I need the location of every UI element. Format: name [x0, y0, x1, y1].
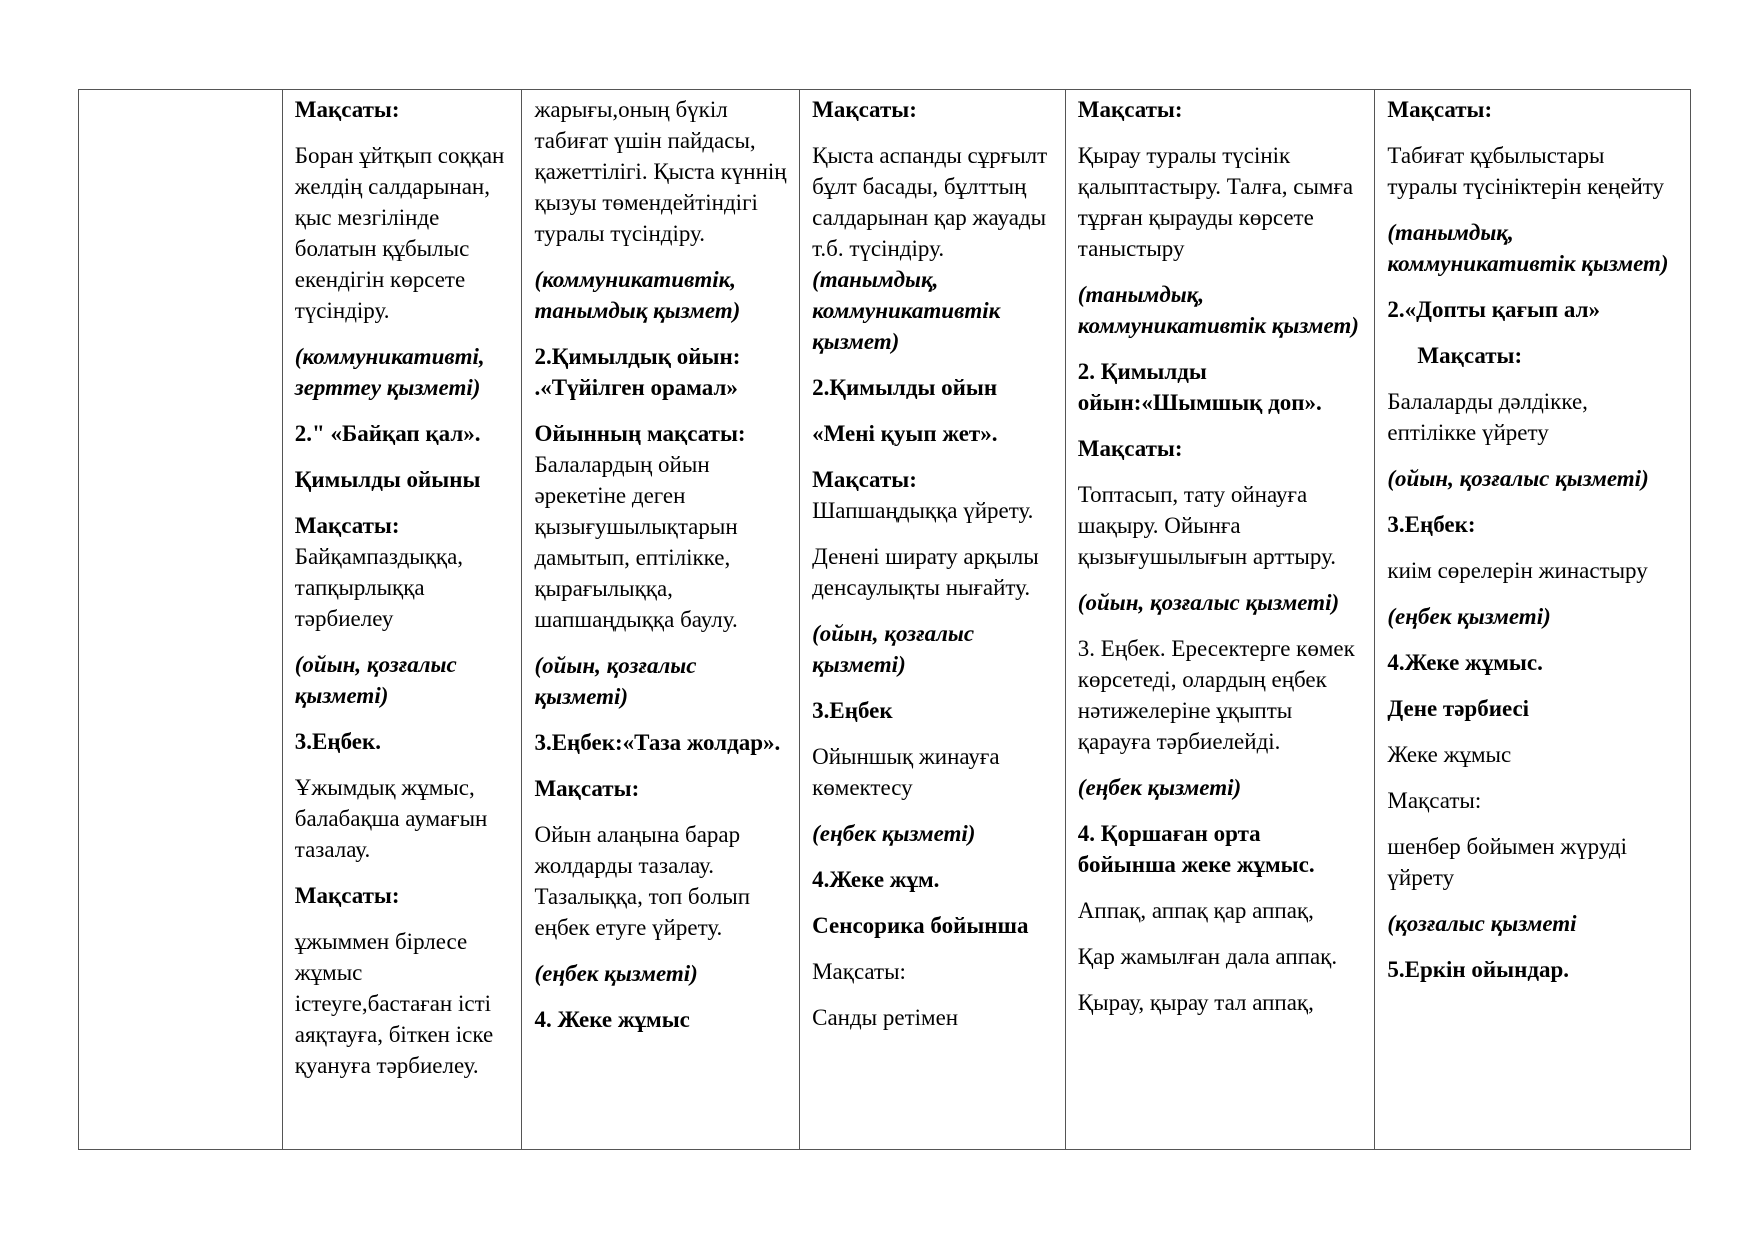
cell-paragraph: Мақсаты: — [1387, 788, 1482, 813]
cell-paragraph: 3.Еңбек: — [1387, 512, 1476, 537]
cell-paragraph: Мақсаты: — [294, 883, 400, 908]
cell-paragraph: Мақсаты: — [1417, 343, 1523, 368]
cell-paragraph: (танымдық, коммуникативтік қызмет) — [1387, 220, 1669, 276]
cell-paragraph: Денені ширату арқылы денсаулықты нығайту. — [812, 544, 1039, 600]
cell-paragraph: Ойыншық жинауға көмектесу — [812, 744, 1000, 800]
table-column-4 — [800, 90, 1066, 1149]
cell-paragraph: Табиғат құбылыстары туралы түсініктерін кеңейту — [1387, 143, 1665, 199]
cell-paragraph: Мақсаты: — [294, 97, 400, 122]
cell-paragraph: шенбер бойымен жүруді үйрету — [1387, 834, 1627, 890]
cell-paragraph: 2." «Байқап қал». — [294, 421, 481, 446]
cell-paragraph: Шапшаңдыққа үйрету. — [812, 498, 1034, 523]
cell-paragraph: Ойын алаңына барар жолдарды тазалау. Тазалыққа, топ болып еңбек етуге үйрету. — [534, 822, 751, 940]
cell-paragraph: Балалардың ойын әрекетіне деген қызығушылықтарын дамытып, ептілікке, қырағылыққа, шапшаңдыққа баулу. — [534, 452, 738, 632]
cell-paragraph: Боран ұйтқып соққан желдің салдарынан, қыс мезгілінде болатын құбылыс екендігін көрсете түсіндіру. — [294, 143, 505, 323]
cell-paragraph: Мақсаты: — [812, 467, 917, 492]
cell-paragraph: 2.Қимылдық ойын: .«Түйілген орамал» — [534, 344, 741, 400]
cell-paragraph: Санды ретімен — [812, 1005, 959, 1030]
table-column-2 — [283, 90, 523, 1149]
cell-paragraph: 4. Қоршаған орта бойынша жеке жұмыс. — [1077, 821, 1315, 877]
cell-paragraph: Қырау туралы түсінік қалыптастыру. Талға, сымға тұрған қырауды көрсете таныстыру — [1077, 143, 1354, 261]
cell-paragraph: Мақсаты: — [534, 776, 640, 801]
cell-paragraph: (ойын, қозғалыс қызметі) — [1077, 590, 1340, 615]
cell-paragraph: 2. Қимылды ойын:«Шымшық доп». — [1077, 359, 1322, 415]
cell-paragraph: Қар жамылған дала аппақ. — [1077, 944, 1338, 969]
cell-paragraph: (ойын, қозғалыс қызметі) — [534, 653, 697, 709]
cell-paragraph: (коммуникативті, зерттеу қызметі) — [294, 344, 485, 400]
cell-paragraph: 3.Еңбек — [812, 698, 893, 723]
table-column-3 — [522, 90, 800, 1149]
cell-paragraph: 2.«Допты қағып ал» — [1387, 297, 1600, 322]
cell-paragraph: Байқампаздыққа, тапқырлыққа тәрбиелеу — [294, 544, 464, 631]
cell-paragraph: (ойын, қозғалыс қызметі) — [1387, 466, 1649, 491]
cell-paragraph: (еңбек қызметі) — [534, 961, 698, 986]
cell-paragraph: Мақсаты: — [1077, 97, 1183, 122]
cell-paragraph: Топтасып, тату ойнауға шақыру. Ойынға қызығушылығын арттыру. — [1077, 482, 1337, 569]
cell-paragraph: (танымдық, коммуникативтік қызмет) — [1077, 282, 1359, 338]
cell-paragraph: Мақсаты: — [812, 959, 906, 984]
cell-paragraph: 5.Еркін ойындар. — [1387, 957, 1570, 982]
cell-paragraph: Қимылды ойыны — [294, 467, 481, 492]
cell-paragraph: (танымдық, коммуникативтік қызмет) — [812, 267, 1001, 354]
cell-paragraph: ұжыммен бірлесе жұмыс істеуге,бастаған істі аяқтауға, біткен іске қуануға тәрбиелеу. — [294, 929, 494, 1078]
table-column-empty — [79, 90, 283, 1149]
cell-paragraph: 2.Қимылды ойын — [812, 375, 998, 400]
cell-paragraph: киім сөрелерін жинастыру — [1387, 558, 1648, 583]
cell-paragraph: (еңбек қызметі) — [1387, 604, 1551, 629]
cell-paragraph: жарығы,оның бүкіл табиғат үшін пайдасы, қажеттілігі. Қыста күннің қызуы төмендейтіндігі туралы түсіндіру. — [534, 97, 787, 246]
cell-paragraph: 4.Жеке жұмыс. — [1387, 650, 1543, 675]
cell-paragraph: Мақсаты: — [1077, 436, 1183, 461]
table-column-5 — [1066, 90, 1376, 1149]
cell-paragraph: Жеке жұмыс — [1387, 742, 1512, 767]
plan-table — [78, 89, 1691, 1150]
cell-paragraph: Мақсаты: — [812, 97, 917, 122]
cell-paragraph: (ойын, қозғалыс қызметі) — [294, 652, 457, 708]
cell-paragraph: Сенсорика бойынша — [812, 913, 1029, 938]
cell-paragraph: (қозғалыс қызметі — [1387, 911, 1577, 936]
cell-paragraph: 3. Еңбек. Ересектерге көмек көрсетеді, олардың еңбек нәтижелеріне ұқыпты қарауға тәрбиелейді. — [1077, 636, 1355, 754]
cell-paragraph: 3.Еңбек:«Таза жолдар». — [534, 730, 781, 755]
cell-paragraph: Ойынның мақсаты: — [534, 421, 746, 446]
cell-paragraph: Мақсаты: — [1387, 97, 1493, 122]
cell-paragraph: Балаларды дәлдікке, ептілікке үйрету — [1387, 389, 1588, 445]
cell-paragraph: (коммуникативтік, танымдық қызмет) — [534, 267, 741, 323]
cell-paragraph: Қырау, қырау тал аппақ, — [1077, 990, 1314, 1015]
table-column-6 — [1375, 90, 1690, 1149]
cell-paragraph: 3.Еңбек. — [294, 729, 381, 754]
cell-paragraph: Ұжымдық жұмыс, балабақша аумағын тазалау. — [294, 775, 488, 862]
cell-paragraph: 4. Жеке жұмыс — [534, 1007, 690, 1032]
cell-paragraph: Аппақ, аппақ қар аппақ, — [1077, 898, 1314, 923]
cell-paragraph: Қыста аспанды сұрғылт бұлт басады, бұлттың салдарынан қар жауады т.б. түсіндіру. — [812, 143, 1048, 261]
cell-paragraph: (ойын, қозғалыс қызметі) — [812, 621, 975, 677]
cell-paragraph: (еңбек қызметі) — [812, 821, 976, 846]
cell-paragraph: Мақсаты: — [294, 513, 400, 538]
cell-paragraph: (еңбек қызметі) — [1077, 775, 1242, 800]
cell-paragraph: «Мені қуып жет». — [812, 421, 998, 446]
cell-paragraph: 4.Жеке жұм. — [812, 867, 940, 892]
cell-paragraph: Дене тәрбиесі — [1387, 696, 1530, 721]
